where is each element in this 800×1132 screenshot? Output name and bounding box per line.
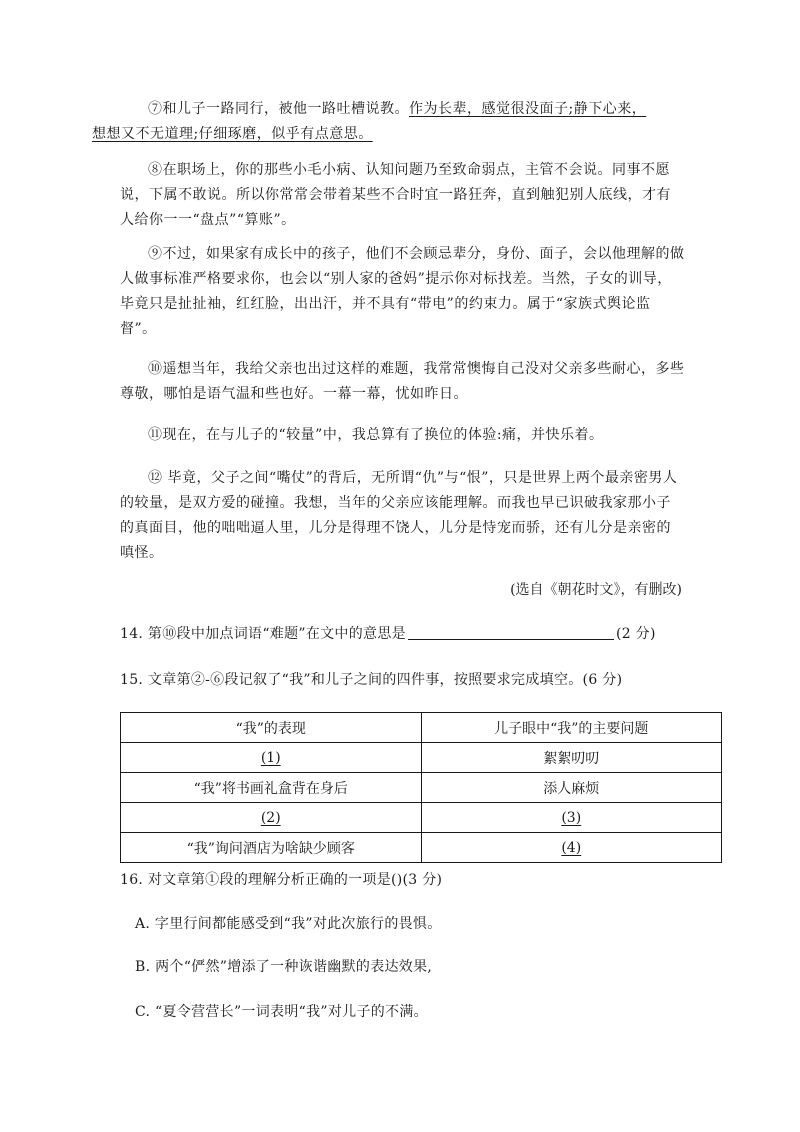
question-16: 16. 对文章第①段的理解分析正确的一项是()(3 分) [120,872,443,888]
table-row [121,803,722,833]
paragraph-9: ⑨不过，如果家有成长中的孩子，他们不会顾忌辈分，身份、面子，会以他理解的做人做事标准严格要求你，也会以“别人家的爸妈”提示你对标找差。当然，子女的训导，毕竟只是扯扯袖，红红脸，出出汗，并不具有“带电”的约束力。属于“家族式舆论监督”。 [120,246,685,337]
option-b[interactable]: B. 两个“俨然”增添了一种诙谐幽默的表达效果, [135,959,433,975]
table-cell: 添人麻烦 [421,773,722,803]
paragraph-11: ⑪现在，在与儿子的“较量”中，我总算有了换位的体验:痛，并快乐着。 [148,427,604,443]
blank-label: (1) [260,749,281,766]
blank-label: (3) [561,809,582,826]
table-header-row [121,713,722,743]
option-a[interactable]: A. 字里行间都能感受到“我”对此次旅行的畏惧。 [135,916,442,932]
table-cell-blank[interactable] [121,743,422,773]
blank-label: (2) [260,809,281,826]
table-row [121,773,722,803]
answer-table [120,712,722,863]
table-row [121,833,722,863]
table-header: 儿子眼中“我”的主要问题 [421,713,722,743]
table-cell: “我”将书画礼盒背在身后 [121,773,422,803]
source-citation: (选自《朝花时文》，有删改) [510,582,682,598]
table-cell-blank[interactable] [121,803,422,833]
paragraph-7-text: ⑦和儿子一路同行，被他一路吐槽说教。 [148,101,409,117]
question-14 [120,623,656,645]
blank-label: (4) [561,839,582,856]
paragraph-7-underlined: 作为长辈，感觉很没面子;静下心来， [409,101,647,117]
paragraph-10: ⑩遥想当年，我给父亲也出过这样的难题，我常常懊悔自己没对父亲多些耐心，多些尊敬，哪怕是语气温和些也好。一幕一幕，忧如昨日。 [120,361,685,402]
paragraph-7-underlined-cont: 想想又不无道理;仔细琢磨，似乎有点意思。 [92,126,373,142]
table-row [121,743,722,773]
question-14-text: 14. 第⑩段中加点词语“难题”在文中的意思是 [120,626,406,642]
question-15: 15. 文章第②-⑥段记叙了“我”和儿子之间的四件事，按照要求完成填空。(6 分) [120,672,623,688]
table-cell: “我”询问酒店为啥缺少顾客 [121,833,422,863]
answer-blank[interactable] [408,625,614,640]
paragraph-7 [92,97,685,147]
paragraph-12: ⑫ 毕竟，父子之间“嘴仗”的背后，无所谓“仇”与“恨”，只是世界上两个最亲密男人的较量，是双方爱的碰撞。我想，当年的父亲应该能理解。而我也早已识破我家那小子的真面目，他的咄咄逼人里，儿分是得理不饶人，儿分是恃宠而骄，还有儿分是亲密的嗔怪。 [120,470,678,561]
table-cell-blank[interactable] [421,833,722,863]
table-cell: 絮絮叨叨 [421,743,722,773]
table-cell-blank[interactable] [421,803,722,833]
paragraph-8: ⑧在职场上，你的那些小毛小病、认知问题乃至致命弱点，主管不会说。同事不愿说，下属不敢说。所以你常常会带着某些不合时宜一路狂奔，直到触犯别人底线，才有人给你一一“盘点”“算账”。 [120,162,671,228]
question-14-score: (2 分) [615,626,656,642]
option-c[interactable]: C. “夏令营营长”一词表明“我”对儿子的不满。 [135,1004,428,1020]
table-header: “我”的表现 [121,713,422,743]
